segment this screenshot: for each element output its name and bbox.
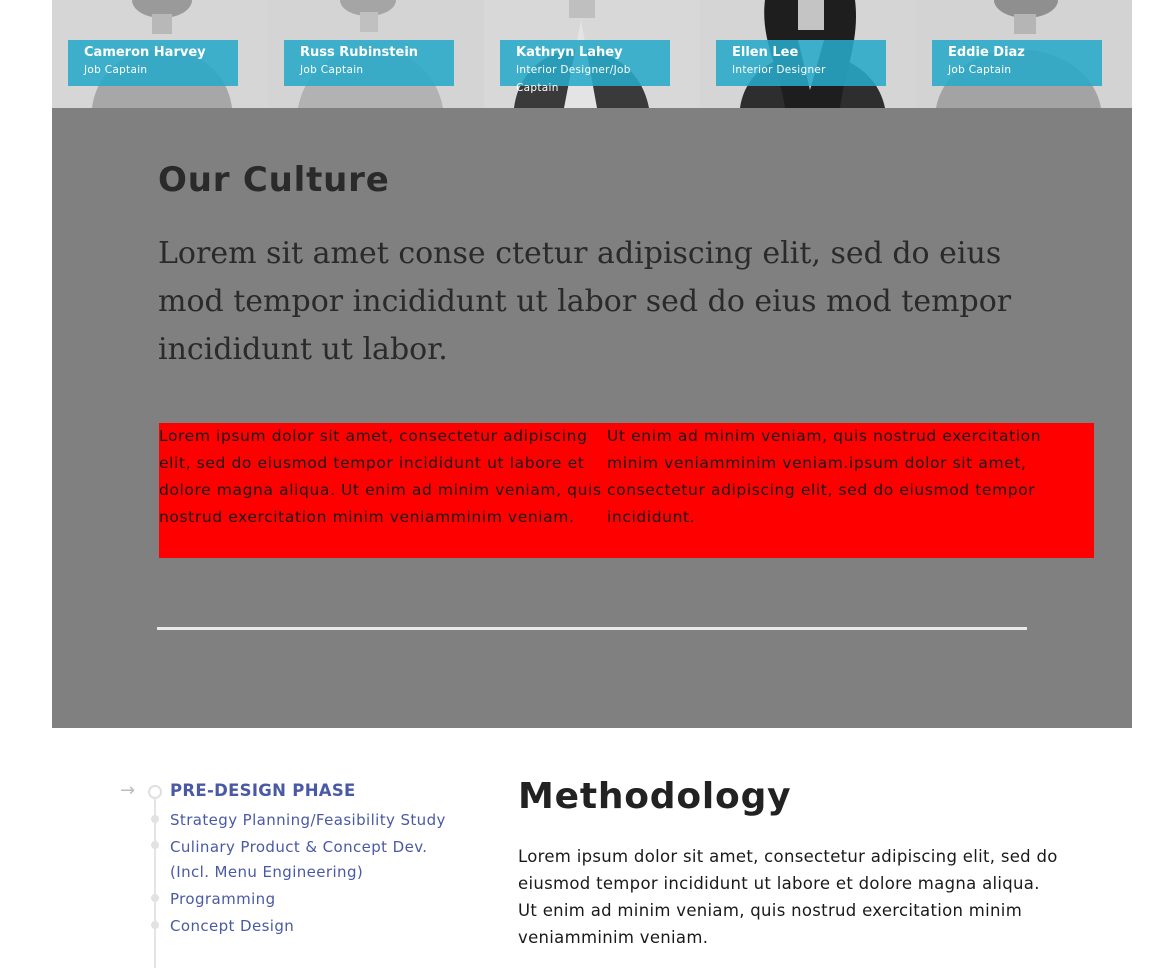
- member-role: Job Captain: [84, 64, 148, 76]
- phase-item-culinary-note[interactable]: (Incl. Menu Engineering): [170, 863, 364, 881]
- culture-column-left: Lorem ipsum dolor sit amet, consectetur adipiscing elit, sed do eiusmod tempor incididunt ut labore et dolore magna aliqua. Ut enim ad minim veniam, quis nostrud exercitation minim veniamminim veniam.: [159, 427, 602, 526]
- culture-section: [52, 108, 1132, 728]
- phase-item-culinary[interactable]: Culinary Product & Concept Dev.: [170, 838, 428, 856]
- phase-item-programming[interactable]: Programming: [170, 890, 276, 908]
- methodology-text: Lorem ipsum dolor sit amet, consectetur adipiscing elit, sed do eiusmod tempor incididunt ut labore et dolore magna aliqua. Ut enim ad minim veniam, quis nostrud exercitation minim veniamminim veniam.: [518, 847, 1058, 947]
- arrow-right-icon: →: [120, 780, 136, 801]
- culture-highlight-block: [159, 423, 1094, 558]
- member-name: Eddie Diaz: [948, 45, 1025, 60]
- phase-navigation: [120, 778, 490, 960]
- methodology-heading: Methodology: [518, 776, 792, 817]
- team-member-card[interactable]: [916, 0, 1132, 108]
- culture-heading: Our Culture: [158, 160, 390, 200]
- team-strip: [52, 0, 1132, 108]
- phase-item-concept-design[interactable]: Concept Design: [170, 917, 295, 935]
- member-label: [716, 40, 886, 86]
- phase-item-strategy[interactable]: Strategy Planning/Feasibility Study: [170, 811, 446, 829]
- member-label: [284, 40, 454, 86]
- culture-lead-text: Lorem sit amet conse ctetur adipiscing elit, sed do eius mod tempor incididunt ut labor sed do eius mod tempor incididunt ut labor.: [158, 236, 1012, 367]
- member-role: Interior Designer: [732, 64, 826, 76]
- member-name: Ellen Lee: [732, 45, 799, 60]
- culture-column-right: Ut enim ad minim veniam, quis nostrud exercitation minim veniamminim veniam.ipsum dolor sit amet, consectetur adipiscing elit, sed do eiusmod tempor incididunt.: [607, 427, 1042, 526]
- member-name: Russ Rubinstein: [300, 45, 419, 60]
- member-role: Job Captain: [948, 64, 1012, 76]
- team-member-card[interactable]: [52, 0, 268, 108]
- ring-icon: [148, 785, 162, 799]
- dot-icon: [151, 894, 159, 902]
- member-name: Cameron Harvey: [84, 45, 206, 60]
- phase-title[interactable]: PRE-DESIGN PHASE: [170, 781, 356, 800]
- dot-icon: [151, 841, 159, 849]
- member-label: [932, 40, 1102, 86]
- member-role: Job Captain: [300, 64, 364, 76]
- member-label: [68, 40, 238, 86]
- section-divider: [157, 627, 1027, 630]
- member-name: Kathryn Lahey: [516, 45, 623, 60]
- member-role: Interior Designer/Job Captain: [516, 64, 631, 94]
- dot-icon: [151, 921, 159, 929]
- timeline-line: [154, 798, 156, 968]
- team-member-card[interactable]: [700, 0, 916, 108]
- dot-icon: [151, 815, 159, 823]
- team-member-card[interactable]: [484, 0, 700, 108]
- team-member-card[interactable]: [268, 0, 484, 108]
- member-label: [500, 40, 670, 94]
